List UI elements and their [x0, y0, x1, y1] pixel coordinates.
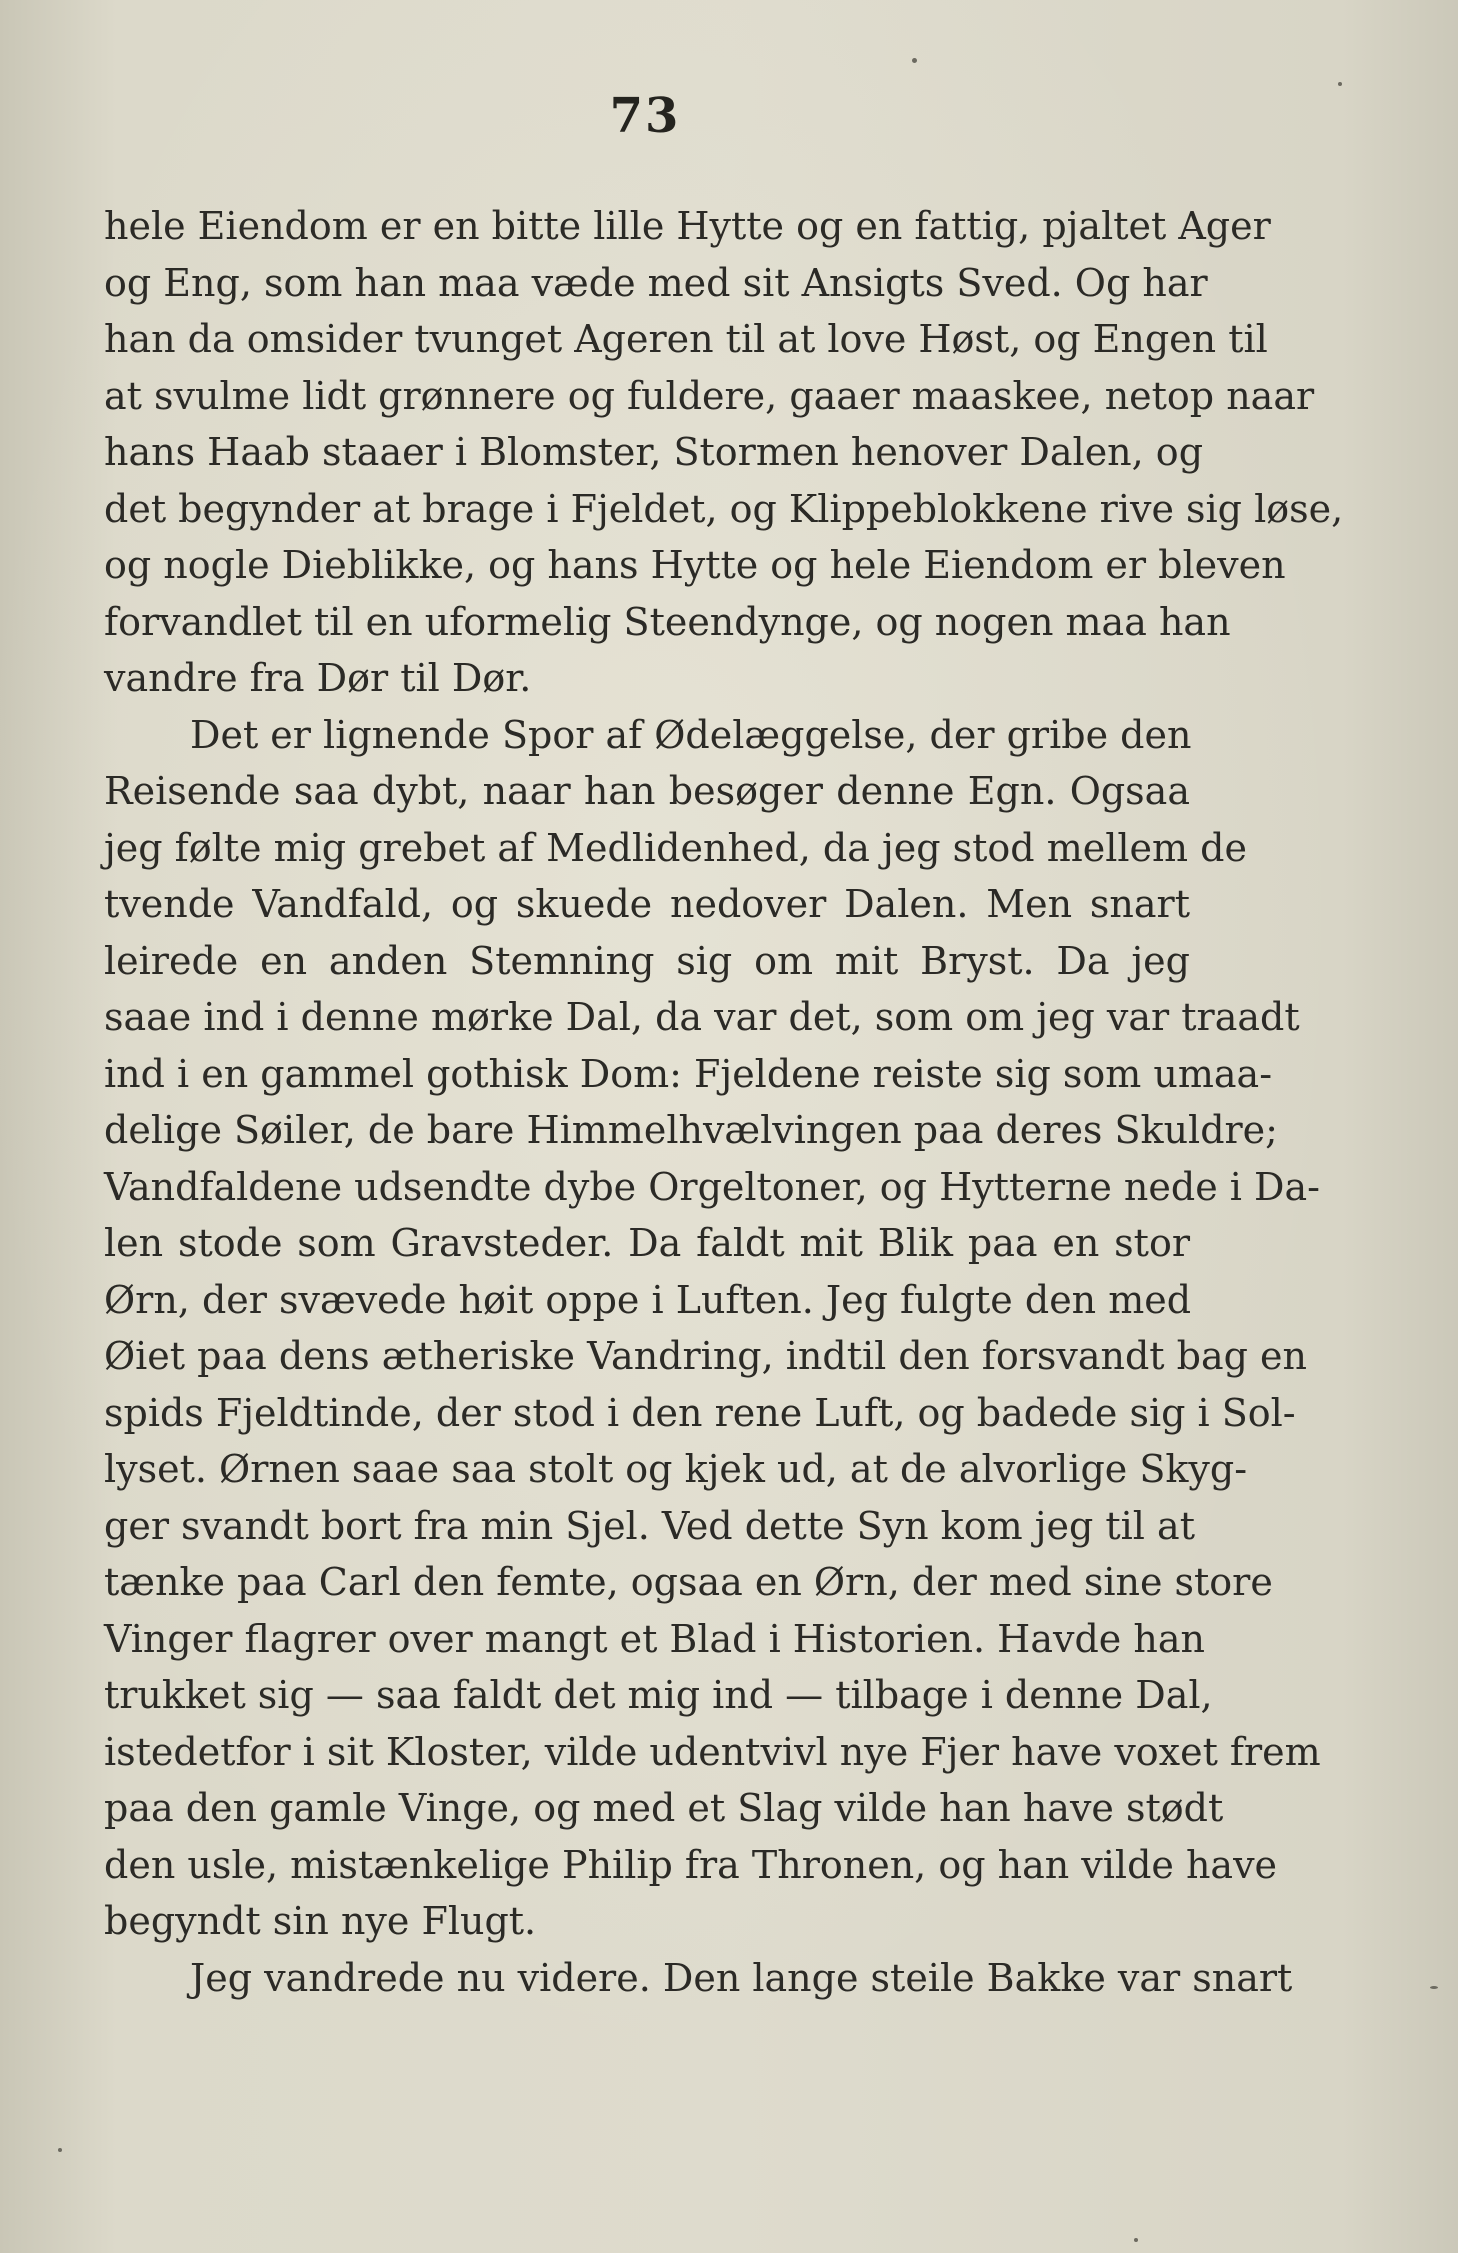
text-line: forvandlet til en uformelig Steendynge, og nogen maa han — [104, 599, 1231, 644]
text-line: ind i en gammel gothisk Dom: Fjeldene reiste sig som umaa- — [104, 1051, 1273, 1096]
paper-speck — [1338, 82, 1342, 86]
text-line: delige Søiler, de bare Himmelhvælvingen paa deres Skuldre; — [104, 1108, 1278, 1152]
paper-speck — [1430, 1986, 1438, 1989]
text-line: og nogle Dieblikke, og hans Hytte og hele Eiendom er bleven — [104, 543, 1286, 587]
text-line: paa den gamle Vinge, og med et Slag vilde han have stødt — [104, 1786, 1224, 1830]
text-line: hele Eiendom er en bitte lille Hytte og en fattig, pjaltet Ager — [104, 204, 1271, 248]
page-number: 73 — [609, 88, 681, 144]
text-line: tvende Vandfald, og skuede nedover Dalen. Men snart — [104, 882, 1190, 926]
text-line: at svulme lidt grønnere og fuldere, gaaer maaskee, netop naar — [104, 373, 1315, 418]
text-line: og Eng, som han maa væde med sit Ansigts Sved. Og har — [104, 260, 1208, 305]
text-line: Det er lignende Spor af Ødelæggelse, der gribe den — [190, 712, 1192, 757]
text-line: spids Fjeldtinde, der stod i den rene Luft, og badede sig i Sol- — [104, 1390, 1296, 1435]
text-line: saae ind i denne mørke Dal, da var det, som om jeg var traadt — [104, 995, 1300, 1039]
text-line: Vandfaldene udsendte dybe Orgeltoner, og Hytterne nede i Da- — [104, 1164, 1320, 1209]
body-text — [104, 198, 1344, 2006]
text-line: trukket sig — saa faldt det mig ind — tilbage i denne Dal, — [104, 1673, 1213, 1717]
text-line: len stode som Gravsteder. Da faldt mit Blik paa en stor — [104, 1221, 1190, 1265]
text-line: Ørn, der svævede høit oppe i Luften. Jeg fulgte den med — [104, 1277, 1192, 1322]
text-line: vandre fra Dør til Dør. — [104, 656, 532, 700]
text-line: Øiet paa dens ætheriske Vandring, indtil den forsvandt bag en — [104, 1334, 1307, 1378]
paper-speck — [912, 58, 917, 63]
paper-speck — [58, 2148, 62, 2152]
paper-speck — [1134, 2238, 1138, 2242]
text-line: begyndt sin nye Flugt. — [104, 1899, 537, 1943]
text-line: han da omsider tvunget Ageren til at love Høst, og Engen til — [104, 317, 1268, 361]
text-line: Vinger flagrer over mangt et Blad i Historien. Havde han — [104, 1616, 1205, 1661]
text-line: den usle, mistænkelige Philip fra Thronen, og han vilde have — [104, 1842, 1278, 1887]
text-line: lyset. Ørnen saae saa stolt og kjek ud, at de alvorlige Skyg- — [104, 1447, 1248, 1491]
text-line: leirede en anden Stemning sig om mit Bryst. Da jeg — [104, 938, 1190, 983]
text-line: jeg følte mig grebet af Medlidenhed, da jeg stod mellem de — [104, 825, 1247, 870]
text-line: Reisende saa dybt, naar han besøger denne Egn. Ogsaa — [104, 769, 1190, 813]
text-line: hans Haab staaer i Blomster, Stormen henover Dalen, og — [104, 430, 1204, 474]
text-line: istedetfor i sit Kloster, vilde udentvivl nye Fjer have voxet frem — [104, 1729, 1321, 1774]
text-line: Jeg vandrede nu videre. Den lange steile Bakke var snart — [190, 1955, 1293, 2000]
text-line: det begynder at brage i Fjeldet, og Klippeblokkene rive sig løse, — [104, 486, 1344, 531]
text-line: ger svandt bort fra min Sjel. Ved dette Syn kom jeg til at — [104, 1503, 1195, 1548]
text-line: tænke paa Carl den femte, ogsaa en Ørn, der med sine store — [104, 1560, 1273, 1604]
